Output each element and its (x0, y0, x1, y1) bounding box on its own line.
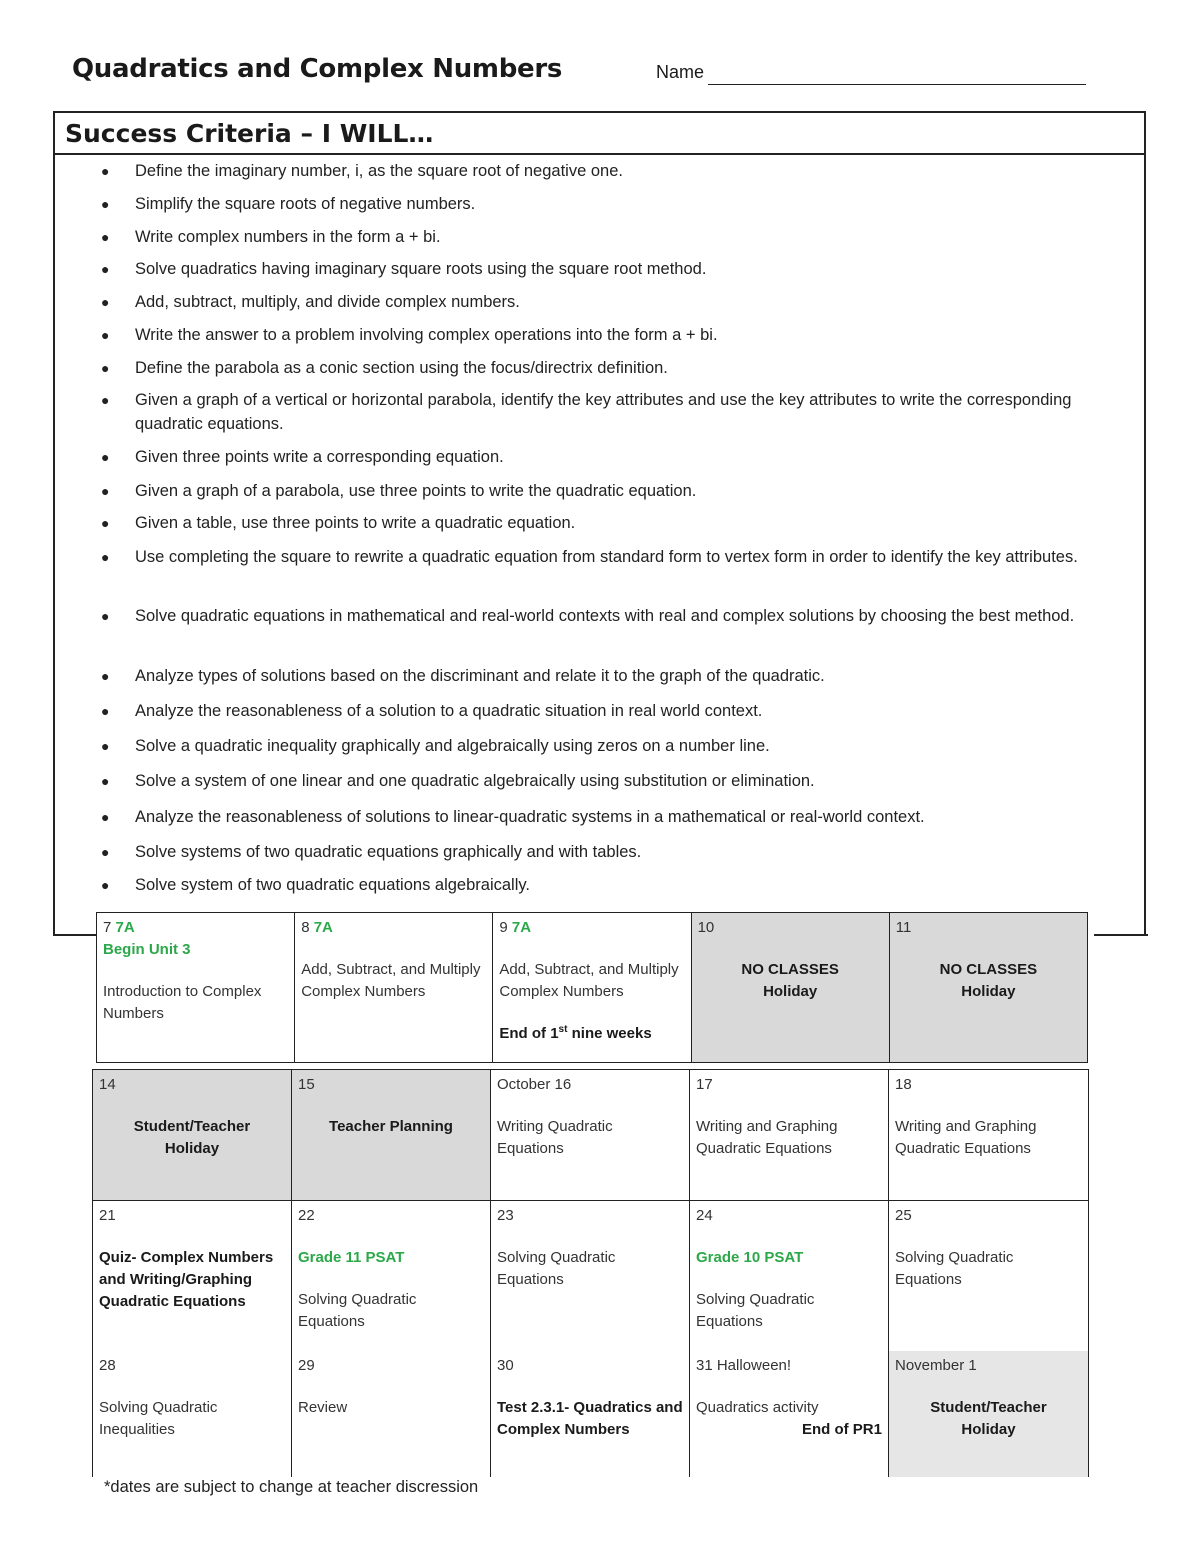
name-label: Name (656, 62, 705, 82)
criteria-item: ● Simplify the square roots of negative numbers. (101, 195, 476, 213)
criteria-item: ● Given a graph of a vertical or horizontal parabola, identify the key attributes and use the key attributes to write the corresponding quadratic equations. (101, 391, 1072, 433)
criteria-item: ● Define the parabola as a conic section using the focus/directrix definition. (101, 359, 668, 377)
footnote: *dates are subject to change at teacher discression (104, 1478, 479, 1496)
name-blank-line[interactable] (708, 84, 1086, 85)
calendar-day: 31 Halloween! Quadratics activity End of PR1 (690, 1351, 889, 1477)
calendar-day: 30 Test 2.3.1- Quadratics and Complex Numbers (491, 1351, 690, 1477)
calendar-day: 9 7A Add, Subtract, and Multiply Complex Numbers End of 1st nine weeks (493, 913, 691, 1063)
calendar-day: 18 Writing and Graphing Quadratic Equations (889, 1070, 1089, 1201)
criteria-item: ● Analyze the reasonableness of a solution to a quadratic situation in real world context. (101, 702, 763, 720)
success-criteria-box (53, 111, 1146, 935)
day-tag: 7A (313, 919, 333, 936)
calendar-day: 28 Solving Quadratic Inequalities (93, 1351, 292, 1477)
criteria-box-bottom-border (53, 934, 97, 936)
criteria-item: ● Solve system of two quadratic equations algebraically. (101, 876, 530, 894)
calendar-day: October 16 Writing Quadratic Equations (491, 1070, 690, 1201)
psat-note: Grade 10 PSAT (696, 1249, 804, 1266)
criteria-item: ● Write the answer to a problem involving complex operations into the form a + bi. (101, 326, 718, 344)
criteria-item: ● Analyze types of solutions based on the discriminant and relate it to the graph of the quadratic. (101, 667, 825, 685)
calendar-day: 24 Grade 10 PSAT Solving Quadratic Equations (690, 1201, 889, 1351)
criteria-item: ● Add, subtract, multiply, and divide complex numbers. (101, 293, 520, 311)
calendar-day: 23 Solving Quadratic Equations (491, 1201, 690, 1351)
criteria-item: ● Solve a system of one linear and one quadratic algebraically using substitution or elimination. (101, 772, 815, 790)
end-of-pr1-note: End of PR1 (801, 1420, 882, 1438)
calendar-day-holiday: 11 NO CLASSES Holiday (889, 913, 1087, 1063)
quiz-note: Quiz- Complex Numbers and Writing/Graphing Quadratic Equations (99, 1249, 274, 1310)
criteria-item: ● Solve quadratics having imaginary square roots using the square root method. (101, 260, 707, 278)
calendar-weeks-2-4 (92, 1069, 1089, 1477)
day-tag: 7A (115, 919, 135, 936)
day-tag: 7A (511, 919, 532, 936)
test-note: Test 2.3.1- Quadratics and Complex Numbers (497, 1398, 683, 1438)
criteria-item: ● Solve systems of two quadratic equations graphically and with tables. (101, 843, 642, 861)
calendar-day-planning: 15 Teacher Planning (292, 1070, 491, 1201)
calendar-day: 17 Writing and Graphing Quadratic Equations (690, 1070, 889, 1201)
calendar-day-holiday: 14 Student/Teacher Holiday (93, 1070, 292, 1201)
psat-note: Grade 11 PSAT (298, 1249, 405, 1266)
calendar-day: 8 7A Add, Subtract, and Multiply Complex Numbers (295, 913, 493, 1063)
calendar-day: 25 Solving Quadratic Equations (889, 1201, 1089, 1351)
calendar-day: 22 Grade 11 PSAT Solving Quadratic Equations (292, 1201, 491, 1351)
calendar-day: 29 Review (292, 1351, 491, 1477)
begin-unit-label: Begin Unit 3 (103, 941, 191, 958)
calendar-day-holiday: November 1 Student/Teacher Holiday (889, 1351, 1089, 1477)
criteria-item: ● Given a graph of a parabola, use three points to write the quadratic equation. (101, 482, 697, 500)
criteria-item: ● Given a table, use three points to write a quadratic equation. (101, 514, 576, 532)
criteria-item: ● Analyze the reasonableness of solutions to linear-quadratic systems in a mathematical or real-world context. (101, 808, 925, 826)
criteria-item: ● Solve a quadratic inequality graphically and algebraically using zeros on a number line. (101, 737, 770, 755)
success-criteria-heading: Success Criteria – I WILL… (55, 113, 1144, 155)
page-title: Quadratics and Complex Numbers (72, 54, 563, 84)
calendar-week-1 (96, 912, 1088, 1063)
calendar-day: 21 Quiz- Complex Numbers and Writing/Graphing Quadratic Equations (93, 1201, 292, 1351)
calendar-day: 7 7A Begin Unit 3 Introduction to Complex Numbers (97, 913, 295, 1063)
criteria-item: ● Use completing the square to rewrite a quadratic equation from standard form to vertex form in order to identify the key attributes. (101, 548, 1078, 566)
criteria-item: ● Write complex numbers in the form a + bi. (101, 228, 441, 246)
criteria-item: ● Given three points write a corresponding equation. (101, 448, 504, 466)
end-of-nine-weeks-note: End of 1st nine weeks (499, 1024, 652, 1042)
criteria-box-bottom-border (1094, 934, 1148, 936)
calendar-day-holiday: 10 NO CLASSES Holiday (691, 913, 889, 1063)
criteria-item: ● Define the imaginary number, i, as the square root of negative one. (101, 162, 623, 180)
criteria-item: ● Solve quadratic equations in mathematical and real-world contexts with real and complex solutions by choosing the best method. (101, 607, 1075, 625)
